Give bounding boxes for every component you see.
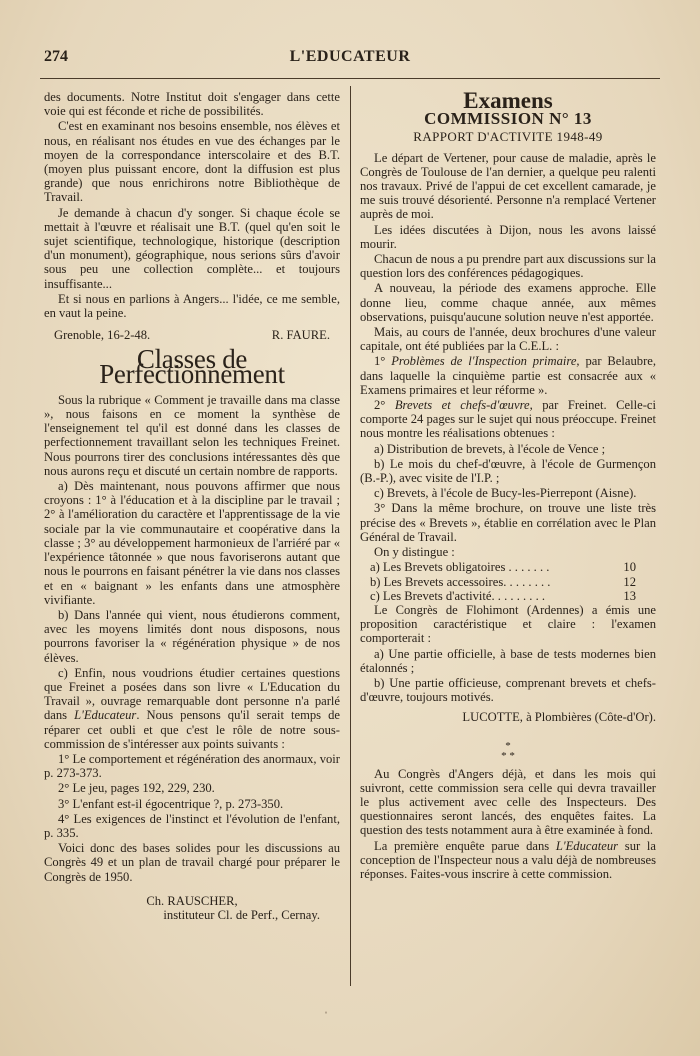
list-item: c) Brevets, à l'école de Bucy-les-Pierrepont (Aisne). [374,486,637,501]
brevet-number: 13 [623,588,636,603]
author-role: instituteur Cl. de Perf., Cernay. [163,907,320,922]
asterism-divider: * * * [501,739,515,762]
journal-ref: L'Educateur [74,708,137,723]
journal-ref: L'Educateur [555,838,619,853]
paragraph: Mais, au cours de l'année, deux brochures d'une valeur capitale, ont été publiées par la C.E.L. : [360,325,656,354]
paragraph: Chacun de nous a pu prendre part aux discussions sur la question lors des conférences pédagogiques. [360,252,656,281]
column-divider [350,86,351,986]
signature-place: Grenoble, 16-2-48. [54,328,151,343]
list-item [360,354,656,397]
text-span: sur la conception de l'Inspecteur nous a valu déjà de nombreuses réponses. Faites-vous inscrire à cette commission. [360,838,657,881]
list-item: 3° L'enfant est-il égocentrique ?, p. 273-350. [58,796,284,811]
journal-title: L'EDUCATEUR [289,48,411,65]
paragraph: des documents. Notre Institut doit s'engager dans cette voie qui est féconde et riche de possibilités. [44,90,340,119]
paragraph: Et si nous en parlions à Angers... l'idée, ce me semble, en vaut la peine. [44,291,340,321]
brevet-label: c) Les Brevets d'activité. . . . . . . . . [370,588,546,603]
signature-line [44,328,340,342]
print-mark: ˌ [324,1000,328,1014]
paragraph: Le Congrès de Flohimont (Ardennes) a émis une proposition caractéristique et claire : l'examen comporterait : [360,602,656,646]
paragraph: On y distingue : [374,545,455,560]
paragraph: 3° Dans la même brochure, on trouve une liste très précise des « Brevets », établie en corrélation avec le Plan Général de Travail. [360,501,656,544]
brevet-number: 12 [623,574,636,589]
text-span: c) Enfin, nous voudrions étudier certaines questions que Freinet a posées dans son livre « L'Education du Travail », ouvrage remarquable dont personne n'a parlé dans [44,665,340,723]
text-span: . Nous pensons qu'il serait temps de réparer cet oubli et que c'est le rôle de notre sous-commission de s'intéresser aux points suivants : [44,708,341,751]
item-number: 1° [374,354,386,369]
report-heading: RAPPORT D'ACTIVITE 1948-49 [413,129,603,145]
paragraph: Au Congrès d'Angers déjà, et dans les mois qui suivront, cette commission sera celle qui devra travailler le plus activement avec celle des Inspecteurs. Des questionnaires seront lancés, des enquêtes faites. La question des tests notamment aura à être examinée à fond. [360,766,656,838]
paragraph: A nouveau, la période des examens approche. Elle donne lieu, comme chaque année, aux mêmes observations, puisqu'aucune solution neuve n'est apportée. [360,281,656,324]
text-span: par Freinet. Celle-ci comporte 24 pages sur le sujet qui nous préoccupe. Freinet nous montre les réalisations obtenues : [360,398,656,441]
page-number: 274 [44,48,68,65]
paragraph: Le départ de Vertener, pour cause de maladie, après le Congrès de Toulouse de l'an dernier, a quelque peu ralenti nos travaux. Privé de l'appui de cet excellent camarade, je me suis trouvé désorienté. Personne n'a remplacé Vertener auprès de moi. [360,150,656,222]
paragraph [360,839,656,882]
paragraph: Voici donc des bases solides pour les discussions au Congrès 49 et un plan de travail chargé pour préparer le Congrès de 1950. [44,841,340,884]
brevet-label: a) Les Brevets obligatoires . . . . . . . [370,560,550,575]
list-item: a) Une partie officielle, à base de tests modernes bien étalonnés ; [360,646,656,675]
text-span: par Belaubre, dans laquelle la cinquième partie est consacrée aux « Examens primaires et leur réforme ». [360,354,657,397]
article-title: Examens [463,88,553,113]
paragraph: Je demande à chacun d'y songer. Si chaque école se mettait à l'œuvre et réalisait une B.T. (quel qu'en soit le sujet scientifique, technologique, historique (description d'un monument), géographique, nous serions sûrs d'avoir sous peu une collection complète... et toujours insuffisante... [44,205,340,291]
commission-heading: COMMISSION N° 13 [424,109,592,129]
list-item: 2° Le jeu, pages 192, 229, 230. [58,781,215,796]
section-title: Classes de Perfectionnement [99,344,285,389]
header-rule [40,78,660,79]
brevet-row [360,589,656,603]
text-span: La première enquête parue dans [374,838,556,853]
paragraph [44,666,340,751]
left-column [44,90,340,922]
list-item: b) Une partie officieuse, comprenant brevets et chefs-d'œuvre, toujours motivés. [360,675,656,705]
paragraph: Sous la rubrique « Comment je travaille dans ma classe », nous faisons en ce moment la synthèse de l'enseignement tel qu'il est donné dans les classes de perfectionnement travaillant selon les techniques Freinet. Nous pourrons tirer des conclusions intéressantes dès que nous aurons reçu et discuté un certain nombre de rapports. [44,392,340,478]
brevet-number: 10 [623,560,636,575]
brevet-row [360,560,656,574]
list-item: 1° Le comportement et régénération des anormaux, voir p. 273-373. [44,751,340,781]
right-column [360,90,656,882]
author-name: Ch. RAUSCHER, [146,893,238,908]
page-header [44,48,656,70]
brevet-row [360,575,656,589]
signature: LUCOTTE, à Plombières (Côte-d'Or). [462,710,656,725]
list-item: 4° Les exigences de l'instinct et l'évolution de l'enfant, p. 335. [44,811,340,840]
list-item: b) Le mois du chef-d'œuvre, à l'école de Gurmençon (B.-P.), avec visite de l'I.P. ; [360,456,656,486]
paragraph: C'est en examinant nos besoins ensemble, nos élèves et nous, en réalisant nos études en vue des échanges par le moyen de la correspondance interscolaire et des B.T. (moyen plus puissant encore, dont la diffusion est plus grande) que nous enrichirons notre Bibliothèque de Travail. [44,119,340,205]
book-title: Problèmes de l'Inspection primaire, [391,354,580,369]
paragraph: a) Dès maintenant, nous pouvons affirmer que nous croyons : 1° à l'éducation et à la discipline par le travail ; 2° à l'amélioration du caractère et l'apprentissage de la vie sociale par la vie communautaire et coopérative dans la classe ; 3° au développement harmonieux de l'arriéré par « l'expérience tâtonnée » que nous favoriserons autant que nous le pourrons en faisant pénétrer la vie dans nos classes et en « baignant » les enfants dans une atmosphère vivifiante. [44,479,340,607]
paragraph: Les idées discutées à Dijon, nous les avons laissé mourir. [360,222,656,251]
book-title: Brevets et chefs-d'œuvre, [394,398,533,413]
list-item [360,398,656,441]
item-number: 2° [374,398,386,413]
brevet-label: b) Les Brevets accessoires. . . . . . . . [370,574,551,589]
list-item: a) Distribution de brevets, à l'école de Vence ; [374,441,606,456]
paragraph: b) Dans l'année qui vient, nous étudierons comment, avec les moyens limités dont nous disposons, nous pourrons favoriser la « régénération physique » de nos élèves. [44,607,340,665]
signature-name: R. FAURE. [271,328,330,343]
